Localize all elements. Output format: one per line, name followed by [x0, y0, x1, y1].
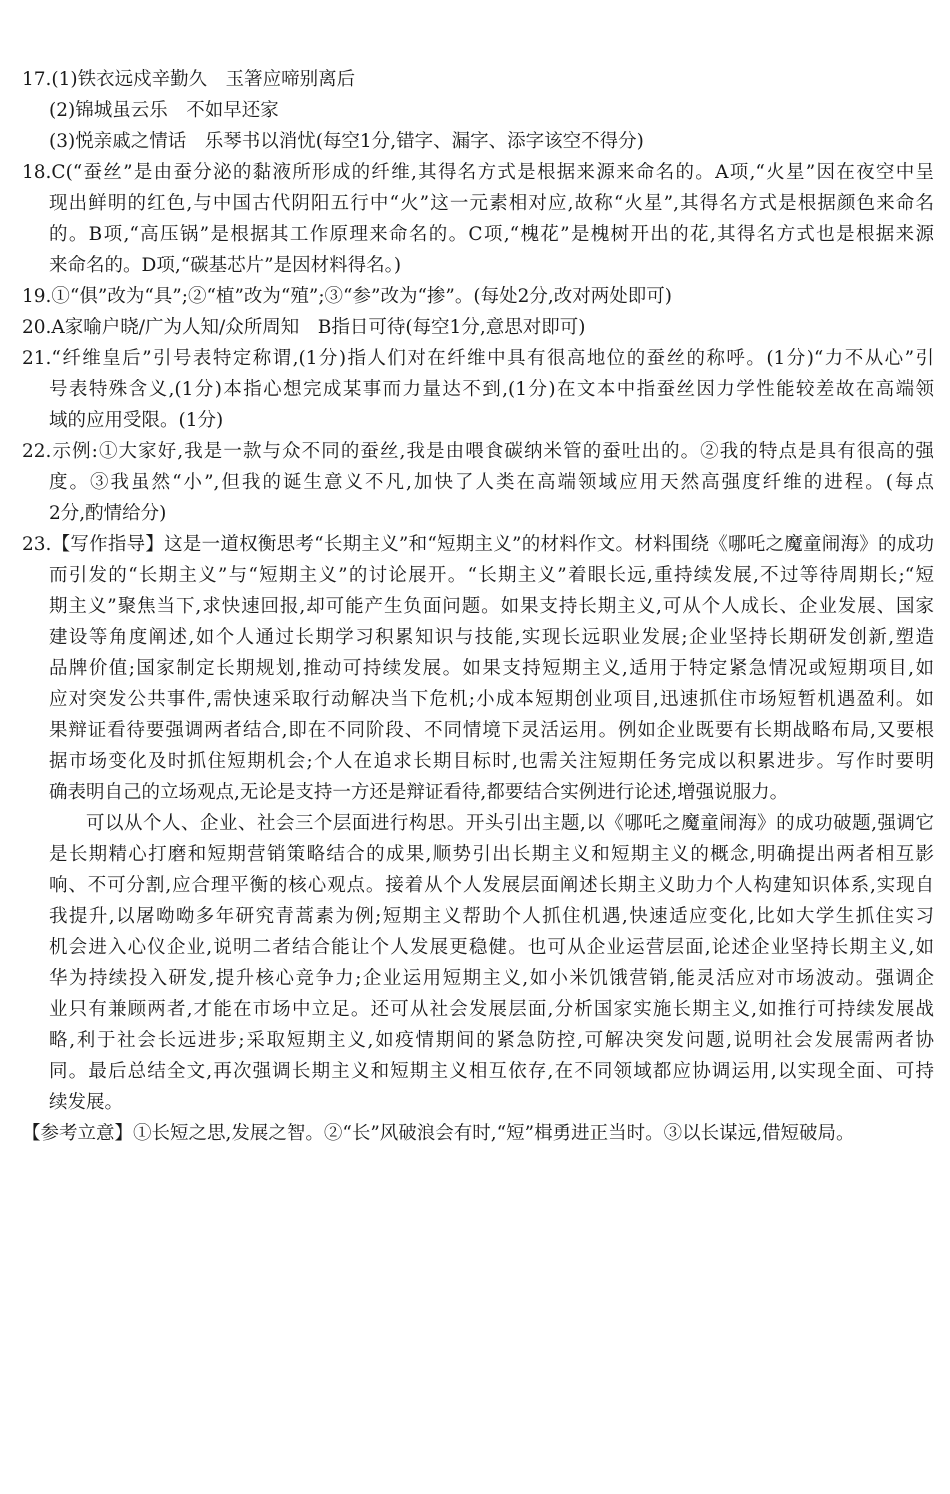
q23-para2-line-8: 略,利于社会长远进步;采取短期主义,如疫情期间的紧急防控,可解决突发问题,说明社会发展需两者协	[49, 1030, 934, 1051]
q22-line-3: 2分,酌情给分)	[49, 503, 167, 524]
q23-para2-line-7: 业只有兼顾两者,才能在市场中立足。还可从社会发展层面,分析国家实施长期主义,如推行可持续发展战	[49, 999, 934, 1020]
q22-line-2: 度。③我虽然“小”,但我的诞生意义不凡,加快了人类在高端领域应用天然高强度纤维的进程。(每点	[49, 472, 934, 493]
q23-guide-line-2: 而引发的“长期主义”与“短期主义”的讨论展开。“长期主义”着眼长远,重持续发展,不过等待周期长;“短	[49, 565, 934, 586]
q17-line-1: 17.(1)铁衣远戍辛勤久 玉箸应啼别离后	[22, 69, 356, 90]
q23-guide-line-3: 期主义”聚焦当下,求快速回报,却可能产生负面问题。如果支持长期主义,可从个人成长、企业发展、国家	[49, 596, 934, 617]
q23-guide-line-8: 据市场变化及时抓住短期机会;个人在追求长期目标时,也需关注短期任务完成以积累进步。写作时要明	[49, 751, 934, 772]
q17-line-2: (2)锦城虽云乐 不如早还家	[49, 100, 279, 121]
q23-para2-line-1: 可以从个人、企业、社会三个层面进行构思。开头引出主题,以《哪吒之魔童闹海》的成功破题,强调它	[86, 813, 934, 834]
q19-line-1: 19.①“俱”改为“具”;②“植”改为“殖”;③“参”改为“掺”。(每处2分,改对两处即可)	[22, 286, 672, 307]
q17-line-3: (3)悦亲戚之情话 乐琴书以消忧(每空1分,错字、漏字、添字该空不得分)	[49, 131, 644, 152]
q23-para2-line-10: 续发展。	[49, 1092, 124, 1113]
q22-line-1: 22.示例:①大家好,我是一款与众不同的蚕丝,我是由喂食碳纳米管的蚕吐出的。②我的特点是具有很高的强	[22, 441, 934, 462]
q20-line-1: 20.A家喻户晓/广为人知/众所周知 B指日可待(每空1分,意思对即可)	[22, 317, 586, 338]
q23-guide-line-7: 果辩证看待要强调两者结合,即在不同阶段、不同情境下灵活运用。例如企业既要有长期战略布局,又要根	[49, 720, 934, 741]
q23-guide-line-5: 品牌价值;国家制定长期规划,推动可持续发展。如果支持短期主义,适用于特定紧急情况或短期项目,如	[49, 658, 934, 679]
q23-guide-line-1: 23.【写作指导】这是一道权衡思考“长期主义”和“短期主义”的材料作文。材料围绕《哪吒之魔童闹海》的成功	[22, 534, 934, 555]
q18-line-3: 的。B项,“高压锅”是根据其工作原理来命名的。C项,“槐花”是槐树开出的花,其得名方式也是根据来源	[49, 224, 934, 245]
q18-line-2: 现出鲜明的红色,与中国古代阴阳五行中“火”这一元素相对应,故称“火星”,其得名方式是根据颜色来命名	[49, 193, 934, 214]
q21-line-1: 21.“纤维皇后”引号表特定称谓,(1分)指人们对在纤维中具有很高地位的蚕丝的称呼。(1分)“力不从心”引	[22, 348, 934, 369]
q23-guide-line-6: 应对突发公共事件,需快速采取行动解决当下危机;小成本短期创业项目,迅速抓住市场短暂机遇盈利。如	[49, 689, 934, 710]
q23-para2-line-4: 我提升,以屠呦呦多年研究青蒿素为例;短期主义帮助个人抓住机遇,快速适应变化,比如大学生抓住实习	[49, 906, 934, 927]
answer-content	[22, 64, 934, 1149]
q23-para2-line-6: 华为持续投入研发,提升核心竞争力;企业运用短期主义,如小米饥饿营销,能灵活应对市场波动。强调企	[49, 968, 934, 989]
q23-para2-line-9: 同。最后总结全文,再次强调长期主义和短期主义相互依存,在不同领域都应协调运用,以实现全面、可持	[49, 1061, 934, 1082]
q18-line-1: 18.C(“蚕丝”是由蚕分泌的黏液所形成的纤维,其得名方式是根据来源来命名的。A项,“火星”因在夜空中呈	[22, 162, 934, 183]
q23-guide-line-4: 建设等角度阐述,如个人通过长期学习积累知识与技能,实现长远职业发展;企业坚持长期研发创新,塑造	[49, 627, 934, 648]
q23-para2-line-2: 是长期精心打磨和短期营销策略结合的成果,顺势引出长期主义和短期主义的概念,明确提出两者相互影	[49, 844, 934, 865]
q18-line-4: 来命名的。D项,“碳基芯片”是因材料得名。)	[49, 255, 402, 276]
q21-line-2: 号表特殊含义,(1分)本指心想完成某事而力量达不到,(1分)在文本中指蚕丝因力学性能较差故在高端领	[49, 379, 934, 400]
q23-para2-line-3: 响、不可分割,应合理平衡的核心观点。接着从个人发展层面阐述长期主义助力个人构建知识体系,实现自	[49, 875, 934, 896]
q23-guide-line-9: 确表明自己的立场观点,无论是支持一方还是辩证看待,都要结合实例进行论述,增强说服力。	[49, 782, 789, 803]
q21-line-3: 域的应用受限。(1分)	[49, 410, 224, 431]
q23-para2-line-5: 机会进入心仪企业,说明二者结合能让个人发展更稳健。也可从企业运营层面,论述企业坚持长期主义,如	[49, 937, 934, 958]
q23-reference-themes: 【参考立意】①长短之思,发展之智。②“长”风破浪会有时,“短”楫勇进正当时。③以长谋远,借短破局。	[22, 1123, 855, 1144]
